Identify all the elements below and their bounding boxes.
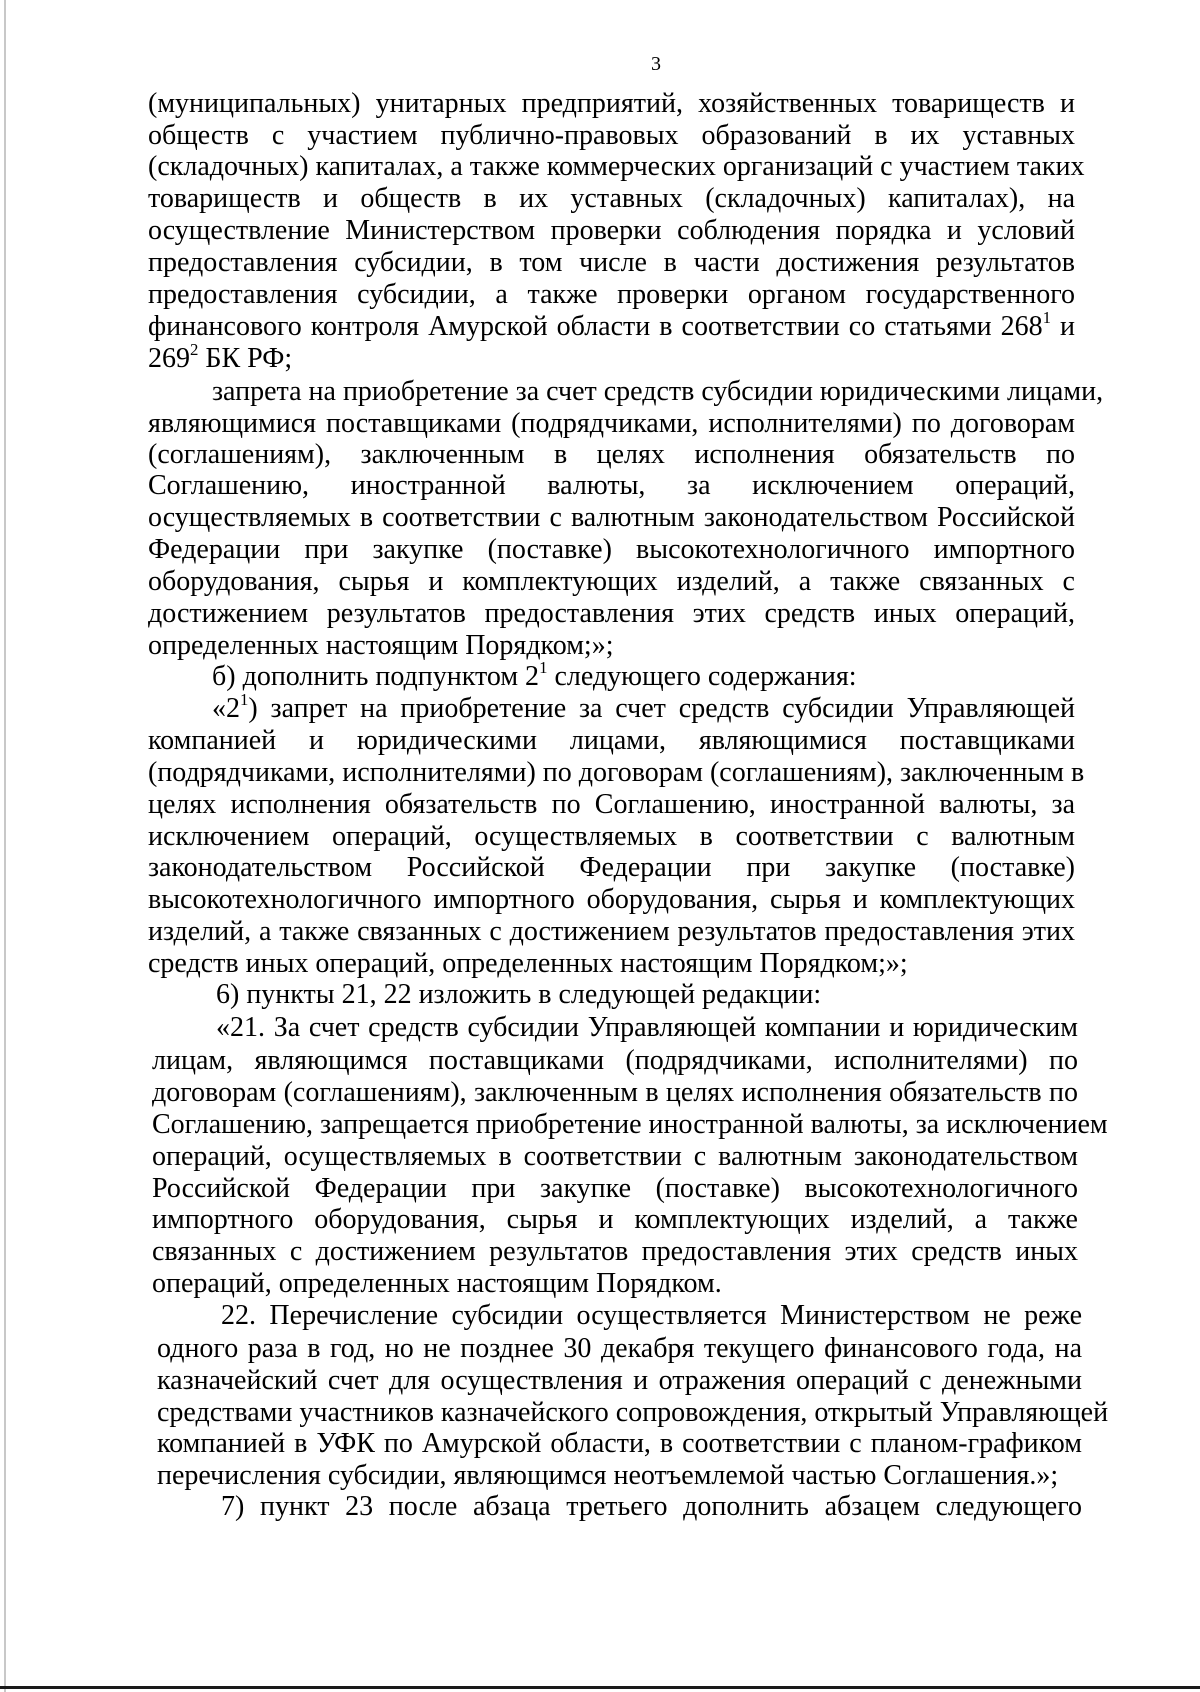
text-line bbox=[221, 1491, 1082, 1523]
text-line bbox=[152, 1173, 1078, 1205]
text-line bbox=[152, 1268, 1078, 1300]
text-line bbox=[148, 789, 1075, 821]
text-line bbox=[148, 725, 1075, 757]
text-line bbox=[148, 534, 1075, 566]
superscript: 1 bbox=[539, 658, 548, 677]
text-line bbox=[148, 408, 1075, 440]
text-segment: (соглашениям), заключенным в целях исполнения обязательств по bbox=[148, 439, 1075, 470]
scan-edge-left bbox=[4, 0, 6, 1692]
text-segment: БК РФ; bbox=[198, 343, 293, 374]
text-line bbox=[148, 470, 1075, 502]
page-number: 3 bbox=[651, 53, 661, 75]
text-line bbox=[148, 215, 1075, 247]
text-segment: определенных настоящим Порядком;»; bbox=[148, 630, 614, 661]
text-line bbox=[152, 1109, 1108, 1141]
text-segment: импортного оборудования, сырья и комплектующих изделий, а также bbox=[152, 1204, 1078, 1235]
text-line bbox=[152, 1077, 1078, 1109]
text-line bbox=[152, 1045, 1078, 1077]
text-segment: и bbox=[1050, 311, 1076, 342]
text-segment: предоставления субсидии, в том числе в части достижения результатов bbox=[148, 247, 1075, 278]
text-line bbox=[152, 1204, 1078, 1236]
text-line bbox=[157, 1365, 1082, 1397]
text-segment: операций, осуществляемых в соответствии с валютным законодательством bbox=[152, 1141, 1078, 1172]
text-segment: изделий, а также связанных с достижением результатов предоставления этих bbox=[148, 916, 1075, 947]
text-line bbox=[212, 690, 1075, 725]
scan-edge-bottom bbox=[0, 1686, 1200, 1689]
text-segment: лицам, являющимся поставщиками (подрядчиками, исполнителями) по bbox=[152, 1045, 1078, 1076]
text-line bbox=[148, 279, 1075, 311]
text-line bbox=[152, 1236, 1078, 1268]
text-line bbox=[148, 120, 1075, 152]
text-line bbox=[221, 1300, 1082, 1332]
text-line bbox=[152, 1141, 1078, 1173]
text-line bbox=[157, 1333, 1082, 1365]
text-line bbox=[148, 630, 1075, 662]
text-segment: высокотехнологичного импортного оборудования, сырья и комплектующих bbox=[148, 884, 1075, 915]
text-line bbox=[216, 979, 1078, 1011]
text-segment: обществ с участием публично-правовых образований в их уставных bbox=[148, 120, 1075, 151]
text-segment: средств иных операций, определенных настоящим Порядком;»; bbox=[148, 948, 908, 979]
text-segment: следующего содержания: bbox=[547, 661, 857, 692]
text-segment: запрета на приобретение за счет средств субсидии юридическими лицами, bbox=[212, 376, 1104, 407]
superscript: 1 bbox=[1042, 308, 1051, 327]
text-segment: 22. Перечисление субсидии осуществляется Министерством не реже bbox=[221, 1300, 1082, 1331]
text-segment: перечисления субсидии, являющимся неотъемлемой частью Соглашения.»; bbox=[157, 1460, 1059, 1491]
text-line bbox=[148, 884, 1075, 916]
text-line bbox=[148, 566, 1075, 598]
text-line bbox=[157, 1397, 1109, 1429]
text-segment: Соглашению, запрещается приобретение иностранной валюты, за исключением bbox=[152, 1109, 1108, 1140]
text-segment: Российской Федерации при закупке (поставке) высокотехнологичного bbox=[152, 1173, 1078, 1204]
text-line bbox=[157, 1460, 1082, 1492]
superscript: 1 bbox=[240, 690, 249, 709]
text-segment: 6) пункты 21, 22 изложить в следующей редакции: bbox=[216, 979, 822, 1010]
text-segment: осуществление Министерством проверки соблюдения порядка и условий bbox=[148, 215, 1075, 246]
text-segment: связанных с достижением результатов предоставления этих средств иных bbox=[152, 1236, 1078, 1267]
text-segment: одного раза в год, но не позднее 30 декабря текущего финансового года, на bbox=[157, 1333, 1082, 1364]
text-line bbox=[148, 598, 1075, 630]
text-segment: предоставления субсидии, а также проверки органом государственного bbox=[148, 279, 1075, 310]
text-segment: «2 bbox=[212, 693, 240, 724]
text-segment: средствами участников казначейского сопровождения, открытый Управляющей bbox=[157, 1397, 1109, 1428]
text-segment: (складочных) капиталах, а также коммерческих организаций с участием таких bbox=[148, 151, 1085, 182]
text-segment: 7) пункт 23 после абзаца третьего дополнить абзацем следующего bbox=[221, 1491, 1082, 1522]
text-line bbox=[148, 88, 1075, 120]
text-segment: «21. За счет средств субсидии Управляющей компании и юридическим bbox=[216, 1012, 1078, 1043]
text-line bbox=[148, 439, 1075, 471]
text-segment: договорам (соглашениям), заключенным в целях исполнения обязательств по bbox=[152, 1077, 1078, 1108]
text-segment: 269 bbox=[148, 343, 190, 374]
text-segment: компанией и юридическими лицами, являющимися поставщиками bbox=[148, 725, 1075, 756]
text-segment: исключением операций, осуществляемых в соответствии с валютным bbox=[148, 821, 1075, 852]
text-segment: (подрядчиками, исполнителями) по договорам (соглашениям), заключенным в bbox=[148, 757, 1085, 788]
text-segment: операций, определенных настоящим Порядком. bbox=[152, 1268, 722, 1299]
text-line bbox=[157, 1428, 1082, 1460]
text-line bbox=[148, 757, 1085, 789]
text-segment: товариществ и обществ в их уставных (складочных) капиталах), на bbox=[148, 183, 1075, 214]
text-line bbox=[148, 151, 1085, 183]
text-segment: б) дополнить подпунктом 2 bbox=[212, 661, 540, 692]
text-segment: (муниципальных) унитарных предприятий, хозяйственных товариществ и bbox=[148, 88, 1075, 119]
text-segment: целях исполнения обязательств по Соглашению, иностранной валюты, за bbox=[148, 789, 1075, 820]
text-segment: Федерации при закупке (поставке) высокотехнологичного импортного bbox=[148, 534, 1075, 565]
text-segment: Соглашению, иностранной валюты, за исключением операций, bbox=[148, 470, 1075, 501]
text-line bbox=[212, 658, 1075, 693]
text-line bbox=[148, 308, 1076, 343]
text-segment: финансового контроля Амурской области в соответствии со статьями 268 bbox=[148, 311, 1043, 342]
text-line bbox=[148, 852, 1075, 884]
text-line bbox=[148, 183, 1075, 215]
text-line bbox=[148, 247, 1075, 279]
superscript: 2 bbox=[190, 340, 199, 359]
text-segment: являющимися поставщиками (подрядчиками, исполнителями) по договорам bbox=[148, 408, 1075, 439]
text-line bbox=[216, 1012, 1078, 1044]
text-segment: казначейский счет для осуществления и отражения операций с денежными bbox=[157, 1365, 1082, 1396]
text-segment: оборудования, сырья и комплектующих изделий, а также связанных с bbox=[148, 566, 1075, 597]
text-segment: осуществляемых в соответствии с валютным законодательством Российской bbox=[148, 502, 1075, 533]
text-line bbox=[148, 821, 1075, 853]
text-segment: достижением результатов предоставления этих средств иных операций, bbox=[148, 598, 1075, 629]
text-line bbox=[148, 340, 1075, 375]
text-line bbox=[148, 916, 1075, 948]
text-segment: компанией в УФК по Амурской области, в соответствии с планом-графиком bbox=[157, 1428, 1082, 1459]
text-line bbox=[148, 948, 1075, 980]
text-segment: ) запрет на приобретение за счет средств субсидии Управляющей bbox=[248, 693, 1075, 724]
text-segment: законодательством Российской Федерации при закупке (поставке) bbox=[148, 852, 1075, 883]
text-line bbox=[212, 376, 1104, 408]
text-line bbox=[148, 502, 1075, 534]
